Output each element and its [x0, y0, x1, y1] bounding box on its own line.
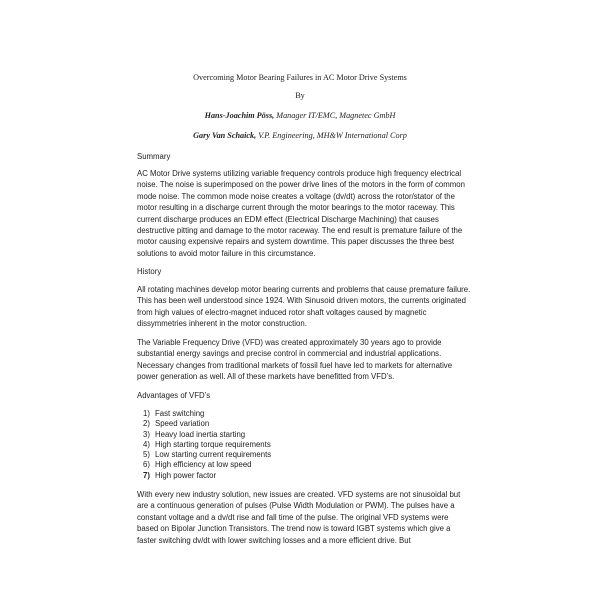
list-item: 7) High power factor	[143, 470, 217, 480]
author-2-affiliation: V.P. Engineering, MH&W International Corp	[256, 131, 407, 140]
advantages-heading: Advantages of VFD’s	[137, 391, 211, 400]
history-paragraph-1: All rotating machines develop motor bearing currents and problems that cause premature failure. This has been well understood since 1924. With Sinusoid driven motors, the currents originated from high values of electro-magnet induced rotor shaft voltages caused by magnetic dissymmetries inherent in the motor construction.	[137, 285, 471, 329]
list-item: 6) High efficiency at low speed	[143, 460, 252, 470]
advantages-list	[137, 409, 437, 481]
author-1	[0, 111, 600, 120]
author-1-affiliation: Manager IT/EMC, Magnetec GmbH	[274, 111, 396, 120]
list-item: 5) Low starting current requirements	[143, 450, 272, 460]
author-2	[0, 131, 600, 140]
summary-heading: Summary	[137, 152, 171, 161]
closing-paragraph: With every new industry solution, new issues are created. VFD systems are not sinusoidal but are a continuous generation of pulses (Pulse Width Modulation or PWM). The pulses have a constant voltage and a dv/dt rise and fall time of the pulse. The original VFD systems were based on Bipolar Junction Transistors. The trend now is toward IGBT systems which give a faster switching dv/dt with lower switching losses and a more efficient drive. But	[137, 490, 461, 545]
list-item: 4) High starting torque requirements	[143, 439, 271, 449]
author-1-name: Hans-Joachim Pöss,	[204, 111, 275, 120]
history-heading: History	[137, 267, 162, 276]
paper-title: Overcoming Motor Bearing Failures in AC Motor Drive Systems	[193, 73, 407, 82]
by-line: By	[295, 91, 305, 100]
author-2-name: Gary Van Schaick,	[193, 131, 257, 140]
list-item: 3) Heavy load inertia starting	[143, 429, 246, 439]
list-item: 1) Fast switching	[143, 409, 205, 418]
history-paragraph-2: The Variable Frequency Drive (VFD) was created approximately 30 years ago to provide substantial energy savings and precise control in commercial and industrial applications. Necessary changes from traditional markets of fossil fuel have led to markets for alternative power generation as well. All of these markets have benefitted from VFD’s.	[137, 338, 453, 382]
summary-paragraph: AC Motor Drive systems utilizing variable frequency controls produce high frequency electrical noise. The noise is superimposed on the power drive lines of the motors in the form of common mode noise. The common mode noise creates a voltage (dv/dt) across the rotor/stator of the motor resulting in a discharge current through the motor bearings to the motor raceway. This current discharge produces an EDM effect (Electrical Discharge Machining) that causes destructive pitting and damage to the motor raceway. The end result is premature failure of the motor causing expensive repairs and system downtime. This paper discusses the three best solutions to avoid motor failure in this circumstance.	[137, 169, 465, 258]
list-item: 2) Speed variation	[143, 419, 210, 429]
